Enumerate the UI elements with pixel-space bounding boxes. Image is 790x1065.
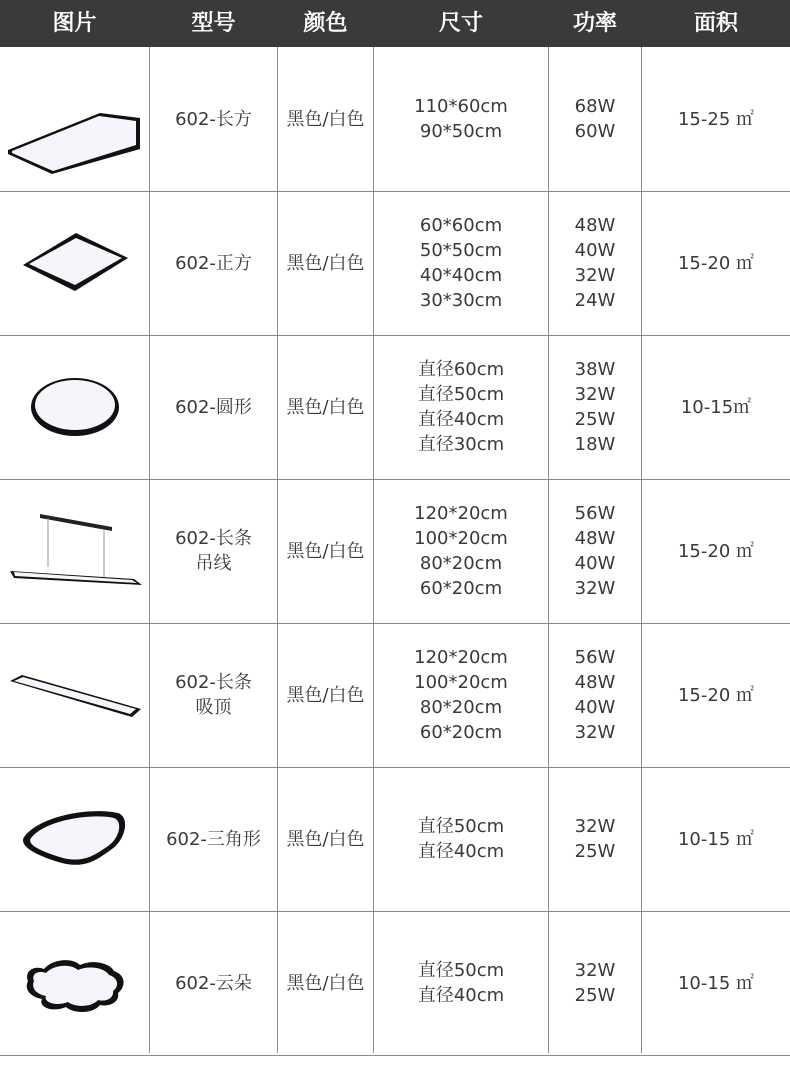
size-cell bbox=[374, 623, 548, 767]
round-lamp-icon bbox=[0, 335, 149, 479]
model-text: 602-云朵 bbox=[175, 972, 252, 994]
color-cell bbox=[278, 47, 373, 191]
power-value: 40W bbox=[574, 697, 616, 718]
color-cell bbox=[278, 479, 373, 623]
color-cell bbox=[278, 767, 373, 911]
table-row bbox=[0, 767, 790, 912]
color-text: 黑色/白色 bbox=[286, 108, 365, 130]
header-picture: 图片 bbox=[52, 11, 97, 36]
power-value: 32W bbox=[574, 265, 616, 286]
size-value: 直径40cm bbox=[417, 409, 505, 430]
power-value: 60W bbox=[574, 121, 616, 142]
model-text: 602-长方 bbox=[175, 108, 252, 130]
power-value: 48W bbox=[574, 672, 616, 693]
size-value: 80*20cm bbox=[419, 697, 503, 718]
color-text: 黑色/白色 bbox=[286, 828, 365, 850]
model-cell bbox=[150, 191, 277, 335]
color-text: 黑色/白色 bbox=[286, 252, 365, 274]
square-lamp-icon bbox=[0, 191, 149, 335]
size-value: 40*40cm bbox=[419, 265, 503, 286]
area-cell bbox=[642, 911, 790, 1055]
power-cell bbox=[549, 479, 641, 623]
power-value: 32W bbox=[574, 816, 616, 837]
header-color: 颜色 bbox=[303, 11, 348, 36]
size-cell bbox=[374, 767, 548, 911]
model-text: 吸顶 bbox=[195, 697, 232, 718]
model-text: 602-正方 bbox=[175, 252, 252, 274]
cloud-lamp-icon bbox=[0, 911, 149, 1055]
power-cell bbox=[549, 191, 641, 335]
size-value: 110*60cm bbox=[414, 96, 508, 117]
power-value: 32W bbox=[574, 722, 616, 743]
size-value: 直径40cm bbox=[417, 985, 505, 1006]
power-cell bbox=[549, 335, 641, 479]
color-text: 黑色/白色 bbox=[286, 396, 365, 418]
power-value: 24W bbox=[574, 290, 616, 311]
size-value: 直径50cm bbox=[417, 816, 505, 837]
table-row bbox=[0, 191, 790, 336]
color-cell bbox=[278, 335, 373, 479]
area-cell bbox=[642, 479, 790, 623]
pendant-strip-lamp-icon bbox=[0, 479, 149, 623]
size-cell bbox=[374, 335, 548, 479]
size-value: 直径30cm bbox=[417, 434, 505, 455]
power-value: 25W bbox=[574, 985, 616, 1006]
power-value: 40W bbox=[574, 553, 616, 574]
size-value: 直径40cm bbox=[417, 841, 505, 862]
size-cell bbox=[374, 191, 548, 335]
power-value: 25W bbox=[574, 409, 616, 430]
triangle-lamp-icon bbox=[0, 767, 149, 911]
power-cell bbox=[549, 623, 641, 767]
header-model: 型号 bbox=[191, 11, 236, 36]
model-cell bbox=[150, 47, 277, 191]
header-size: 尺寸 bbox=[438, 11, 483, 36]
model-cell bbox=[150, 767, 277, 911]
power-cell bbox=[549, 47, 641, 191]
area-text: 10-15㎡ bbox=[680, 396, 752, 418]
size-value: 直径50cm bbox=[417, 960, 505, 981]
size-value: 直径60cm bbox=[417, 359, 505, 380]
size-value: 60*60cm bbox=[419, 215, 503, 236]
size-cell bbox=[374, 479, 548, 623]
table-row bbox=[0, 479, 790, 624]
model-text: 602-长条 bbox=[175, 672, 252, 693]
area-cell bbox=[642, 623, 790, 767]
power-cell bbox=[549, 767, 641, 911]
rectangle-lamp-icon bbox=[0, 47, 149, 191]
size-value: 60*20cm bbox=[419, 578, 503, 599]
color-text: 黑色/白色 bbox=[286, 684, 365, 706]
header-area: 面积 bbox=[693, 11, 738, 36]
size-value: 120*20cm bbox=[414, 503, 508, 524]
power-value: 38W bbox=[574, 359, 616, 380]
area-text: 10-15 ㎡ bbox=[677, 828, 755, 850]
power-value: 40W bbox=[574, 240, 616, 261]
size-value: 60*20cm bbox=[419, 722, 503, 743]
size-value: 100*20cm bbox=[414, 672, 508, 693]
model-text: 602-三角形 bbox=[166, 828, 261, 850]
color-text: 黑色/白色 bbox=[286, 972, 365, 994]
size-cell bbox=[374, 47, 548, 191]
area-text: 15-25 ㎡ bbox=[677, 108, 755, 130]
area-text: 15-20 ㎡ bbox=[677, 540, 755, 562]
power-value: 48W bbox=[574, 528, 616, 549]
power-value: 56W bbox=[574, 503, 616, 524]
table-row bbox=[0, 335, 790, 480]
color-cell bbox=[278, 911, 373, 1055]
area-cell bbox=[642, 767, 790, 911]
column-divider bbox=[277, 47, 278, 1053]
size-value: 80*20cm bbox=[419, 553, 503, 574]
power-value: 32W bbox=[574, 960, 616, 981]
column-divider bbox=[548, 47, 549, 1053]
table-row bbox=[0, 47, 790, 192]
size-value: 90*50cm bbox=[419, 121, 503, 142]
column-divider bbox=[641, 47, 642, 1053]
power-value: 25W bbox=[574, 841, 616, 862]
color-cell bbox=[278, 191, 373, 335]
area-text: 15-20 ㎡ bbox=[677, 684, 755, 706]
size-value: 30*30cm bbox=[419, 290, 503, 311]
area-cell bbox=[642, 335, 790, 479]
table-row bbox=[0, 911, 790, 1056]
area-cell bbox=[642, 191, 790, 335]
power-value: 18W bbox=[574, 434, 616, 455]
model-text: 602-长条 bbox=[175, 528, 252, 549]
power-value: 32W bbox=[574, 578, 616, 599]
area-cell bbox=[642, 47, 790, 191]
table-row bbox=[0, 623, 790, 768]
power-value: 56W bbox=[574, 647, 616, 668]
area-text: 15-20 ㎡ bbox=[677, 252, 755, 274]
size-value: 直径50cm bbox=[417, 384, 505, 405]
ceiling-strip-lamp-icon bbox=[0, 623, 149, 767]
header-power: 功率 bbox=[572, 11, 617, 36]
model-cell bbox=[150, 623, 277, 767]
size-value: 120*20cm bbox=[414, 647, 508, 668]
model-text: 602-圆形 bbox=[175, 396, 252, 418]
power-value: 48W bbox=[574, 215, 616, 236]
column-divider bbox=[149, 47, 150, 1053]
color-text: 黑色/白色 bbox=[286, 540, 365, 562]
size-cell bbox=[374, 911, 548, 1055]
model-cell bbox=[150, 911, 277, 1055]
size-value: 100*20cm bbox=[414, 528, 508, 549]
table-header bbox=[0, 0, 790, 47]
size-value: 50*50cm bbox=[419, 240, 503, 261]
model-cell bbox=[150, 335, 277, 479]
model-text: 吊线 bbox=[195, 553, 232, 574]
power-value: 68W bbox=[574, 96, 616, 117]
model-cell bbox=[150, 479, 277, 623]
column-divider bbox=[373, 47, 374, 1053]
color-cell bbox=[278, 623, 373, 767]
power-cell bbox=[549, 911, 641, 1055]
area-text: 10-15 ㎡ bbox=[677, 972, 755, 994]
power-value: 32W bbox=[574, 384, 616, 405]
